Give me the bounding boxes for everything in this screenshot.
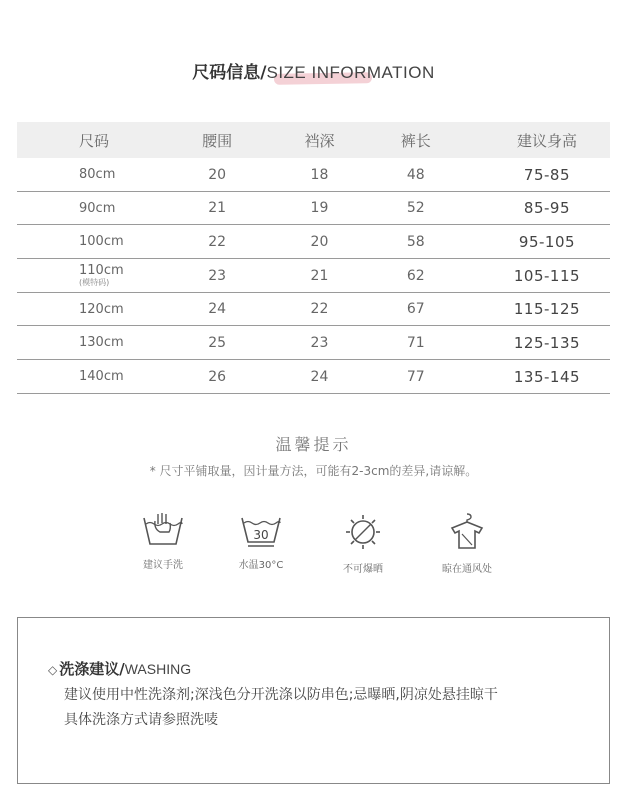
size-value: 80cm: [79, 167, 116, 182]
size-table: [17, 122, 610, 394]
cell-rise: 22: [310, 301, 329, 317]
cell-height: 85-95: [523, 199, 571, 217]
size-info-header: [0, 58, 627, 83]
title-cn: 尺码信息/: [192, 63, 267, 83]
care-item-hang-dry: [422, 512, 512, 575]
cell-size: [17, 264, 176, 287]
table-row: [17, 259, 610, 293]
model-size-note: (模特码): [79, 278, 110, 287]
water-temp-icon: [239, 512, 283, 548]
cell-size: [17, 336, 176, 349]
header-waist: 腰围: [202, 131, 233, 150]
cell-rise: 18: [310, 166, 329, 183]
header-rise: 裆深: [304, 131, 335, 150]
care-label: 建议手洗: [143, 560, 183, 571]
table-row: [17, 326, 610, 360]
size-value: 130cm: [79, 335, 124, 350]
washing-line-2: 具体洗涤方式请参照洗唛: [64, 712, 218, 728]
size-value: 110cm: [79, 263, 124, 278]
size-value: 140cm: [79, 369, 124, 384]
cell-rise: 20: [310, 233, 329, 250]
care-label: 晾在通风处: [442, 564, 492, 575]
cell-waist: 24: [208, 301, 227, 317]
cell-length: 77: [406, 368, 425, 385]
washing-line-1: 建议使用中性洗涤剂;深浅色分开洗涤以防串色;忌曝晒,阴凉处悬挂晾干: [64, 687, 498, 703]
care-item-water-temp: [216, 512, 306, 571]
washing-title-en: WASHING: [124, 661, 192, 677]
cell-height: 125-135: [513, 333, 581, 352]
cell-size: [17, 370, 176, 383]
table-row: [17, 158, 610, 192]
page-title: [192, 58, 434, 83]
cell-height: 95-105: [518, 232, 576, 251]
cell-height: 115-125: [513, 300, 581, 318]
header-height: 建议身高: [516, 131, 577, 150]
cell-size: [17, 235, 176, 248]
hand-wash-icon: [141, 512, 185, 548]
table-row: [17, 360, 610, 394]
cell-length: 58: [406, 233, 425, 250]
washing-title: [48, 658, 191, 679]
cell-size: [17, 168, 176, 181]
diamond-icon: ◇: [48, 663, 58, 677]
size-value: 120cm: [79, 301, 124, 317]
title-en: SIZE INFORMATION: [266, 63, 434, 82]
cell-rise: 23: [310, 334, 329, 351]
cell-waist: 22: [208, 233, 227, 250]
cell-length: 67: [406, 301, 425, 317]
cell-rise: 24: [310, 368, 329, 385]
hang-dry-icon: [445, 512, 489, 552]
cell-waist: 20: [208, 166, 227, 183]
table-row: [17, 293, 610, 326]
care-label: 水温30°C: [238, 560, 284, 571]
header-size: 尺码: [79, 131, 110, 150]
cell-size: [17, 202, 176, 215]
cell-rise: 21: [310, 267, 329, 284]
size-value: 90cm: [79, 200, 116, 216]
cell-size: [17, 303, 176, 316]
table-body: [17, 158, 610, 394]
table-header: [17, 122, 610, 158]
table-row: [17, 192, 610, 225]
cell-waist: 21: [208, 200, 227, 216]
cell-height: 105-115: [513, 266, 581, 285]
cell-height: 135-145: [513, 367, 581, 386]
cell-length: 71: [406, 334, 425, 351]
cell-height: 75-85: [523, 165, 571, 184]
cell-length: 48: [406, 166, 425, 183]
no-sun-icon: [341, 512, 385, 552]
care-label: 不可爆晒: [343, 564, 383, 575]
header-length: 裤长: [400, 131, 431, 150]
temp-number: 30: [253, 528, 269, 542]
cell-waist: 23: [208, 267, 227, 284]
washing-title-cn: 洗涤建议/: [59, 660, 125, 678]
cell-length: 52: [406, 200, 425, 216]
care-item-no-sun: [318, 512, 408, 575]
size-value: 100cm: [79, 234, 124, 249]
cell-waist: 25: [208, 334, 227, 351]
cell-waist: 26: [208, 368, 227, 385]
washing-box: [17, 617, 610, 784]
care-item-hand-wash: [118, 512, 208, 571]
cell-length: 62: [406, 267, 425, 284]
tips-title: 温馨提示: [275, 435, 352, 454]
cell-rise: 19: [310, 200, 329, 216]
tips-text: * 尺寸平铺取量，因计量方法，可能有2-3cm的差异,请谅解。: [149, 464, 478, 478]
table-row: [17, 225, 610, 259]
